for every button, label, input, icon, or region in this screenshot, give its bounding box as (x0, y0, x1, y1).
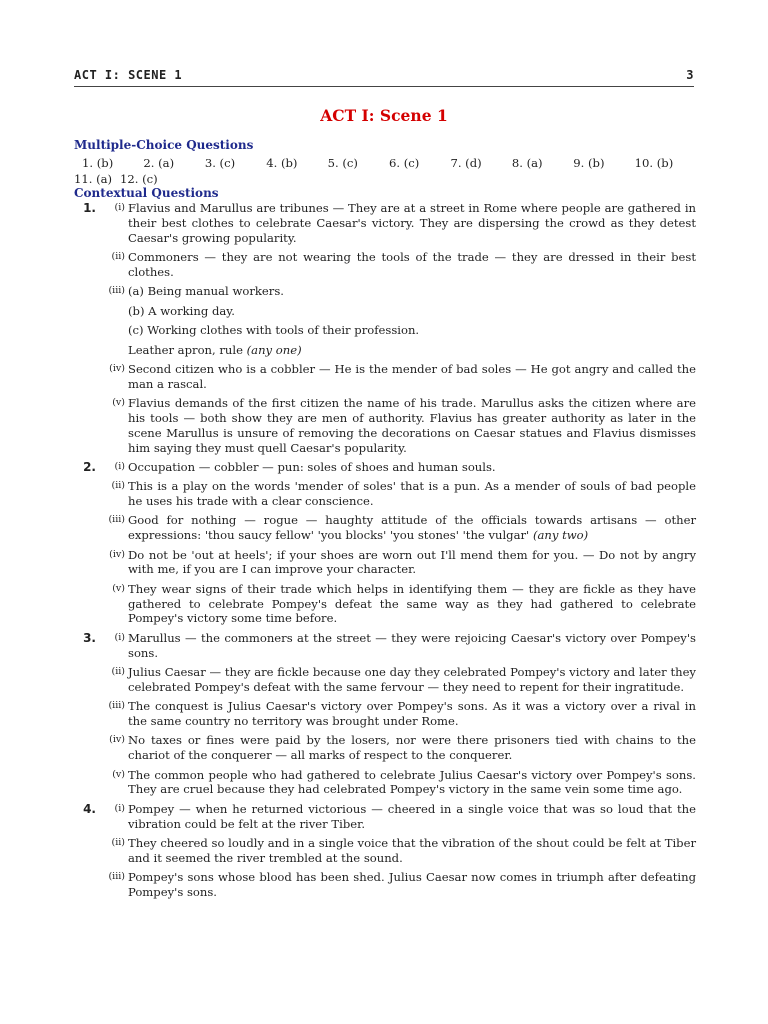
running-header (74, 68, 694, 87)
answer-part (99, 802, 696, 832)
mcq-answer: 10. (b) (634, 155, 674, 170)
page-title: ACT I: Scene 1 (320, 106, 448, 125)
mcq-answer: 1. (b) (82, 155, 114, 170)
mcq-answer: 4. (b) (266, 155, 298, 170)
part-label: (iii) (108, 285, 125, 297)
mcq-answer: 5. (c) (327, 155, 358, 170)
answer-text: No taxes or fines were paid by the losers, nor were there prisoners tied with chains to the chariot of the conquerer — all marks of respect to the conquerer. (128, 733, 696, 763)
page-number: 3 (686, 68, 694, 82)
part-label: (iv) (109, 734, 125, 746)
mcq-answer: 9. (b) (573, 155, 605, 170)
answer-emphasis: (any one) (246, 342, 302, 357)
part-label: (iv) (109, 548, 125, 560)
part-label: (v) (112, 768, 125, 780)
answer-part (99, 201, 696, 245)
mcq-answers-row-2 (74, 172, 696, 187)
content (74, 138, 696, 904)
header-act-scene: ACT I: SCENE 1 (74, 68, 183, 82)
question-number: 3. (83, 630, 96, 645)
answer-part (99, 768, 696, 798)
answer-emphasis: (any two) (532, 528, 589, 543)
part-label: (iv) (109, 362, 125, 374)
mcq-answer: 7. (d) (450, 155, 482, 170)
answer-text: Flavius and Marullus are tribunes — They are at a street in Rome where people are gathered in their best clothes to celebrate Caesar's victory. They are dispersing the crowd as they detest Caesar's growing popularity. (128, 201, 696, 245)
answer-part (99, 665, 696, 695)
answer-part (99, 699, 696, 729)
answer-text: Occupation — cobbler — pun: soles of shoes and human souls. (128, 459, 496, 474)
part-label: (i) (114, 802, 125, 814)
mcq-answer: 2. (a) (143, 155, 175, 170)
answer-text: They wear signs of their trade which helps in identifying them — they are fickle as they have gathered to celebrate Pompey's defeat the same way as they had gathered to celebrate Pompey's victory some time before. (128, 581, 696, 626)
part-label: (i) (114, 631, 125, 643)
answer-part (99, 460, 696, 475)
answer-part (99, 582, 696, 626)
answer-part (99, 548, 696, 578)
answer-subpart: (c) Working clothes with tools of their profession. (128, 323, 420, 338)
question-1 (74, 201, 696, 460)
mcq-answer: 3. (c) (204, 155, 236, 170)
part-label: (v) (112, 582, 125, 594)
question-4 (74, 802, 696, 905)
mcq-answer: 6. (c) (389, 155, 420, 170)
answer-text: Marullus — the commoners at the street — they were rejoicing Caesar's victory over Pompey's sons. (128, 630, 696, 660)
part-label: (ii) (111, 666, 125, 678)
answer-text: Pompey's sons whose blood has been shed. Julius Caesar now comes in triumph after defeating Pompey's sons. (128, 870, 696, 899)
part-label: (iii) (108, 871, 125, 883)
answer-text: They cheered so loudly and in a single voice that the vibration of the shout could be felt at Tiber and it seemed the river trembled at the sound. (128, 835, 696, 865)
answer-part (99, 362, 696, 392)
answer-text: The common people who had gathered to celebrate Julius Caesar's victory over Pompey's sons. They are cruel because they had celebrated Pompey's victory in the same vein some time ago. (128, 767, 696, 797)
answer-text: This is a play on the words 'mender of soles' that is a pun. As a mender of souls of bad people he uses his trade with a clear conscience. (128, 479, 696, 509)
question-2 (74, 460, 696, 631)
mcq-answer: 12. (c) (120, 171, 158, 186)
answer-text: Pompey — when he returned victorious — cheered in a single voice that was so loud that the vibration could be felt at the river Tiber. (128, 801, 696, 831)
part-label: (ii) (111, 836, 125, 848)
question-3 (74, 631, 696, 802)
answer-part (99, 396, 696, 455)
answer-text: Second citizen who is a cobbler — He is the mender of bad soles — He got angry and called the man a rascal. (128, 361, 696, 391)
answer-text: Good for nothing — rogue — haughty attitude of the officials towards artisans — other expressions: 'thou saucy fellow' 'you blocks' 'you stones' 'the vulgar' (128, 513, 696, 543)
mcq-answer: 8. (a) (511, 155, 543, 170)
answer-part (99, 870, 696, 900)
part-label: (i) (114, 460, 125, 472)
answer-part (99, 513, 696, 543)
contextual-heading: Contextual Questions (74, 186, 219, 201)
question-number: 2. (83, 459, 96, 474)
answer-text: The conquest is Julius Caesar's victory over Pompey's sons. As it was a victory over a rival in the same country no territory was brought under Rome. (128, 699, 696, 728)
part-label: (iii) (108, 514, 125, 526)
answer-text: Commoners — they are not wearing the tools of the trade — they are dressed in their best clothes. (128, 250, 696, 279)
part-label: (i) (114, 202, 125, 214)
answer-text: Flavius demands of the first citizen the name of his trade. Marullus asks the citizen where are his tools — both show they are men of authority. Flavius has greater authority as later in the scene Marullus is unsure of removing the decorations on Caesar statues and Flavius dismisses him saying they must quell Caesar's popularity. (128, 396, 696, 455)
answer-text: Leather apron, rule (128, 342, 243, 357)
answer-subpart (128, 343, 696, 358)
mcq-answers-row-1 (74, 156, 696, 171)
answer-subpart: (a) Being manual workers. (128, 284, 284, 299)
part-label: (iii) (108, 700, 125, 712)
mcq-answer: 11. (a) (74, 171, 113, 186)
answer-subpart: (b) A working day. (128, 303, 235, 318)
mcq-heading: Multiple-Choice Questions (74, 138, 254, 152)
question-number: 4. (83, 801, 96, 816)
answer-text: Julius Caesar — they are fickle because one day they celebrated Pompey's victory and later they celebrated Pompey's defeat with the same fervour — they need to repent for their ingratitude. (128, 665, 696, 694)
question-number: 1. (83, 201, 96, 216)
answer-text: Do not be 'out at heels'; if your shoes are worn out I'll mend them for you. — Do not by angry with me, if you are I can improve your character. (128, 547, 696, 577)
part-label: (ii) (111, 251, 125, 263)
answer-part (99, 836, 696, 866)
answer-part (99, 250, 696, 280)
part-label: (ii) (111, 480, 125, 492)
answer-part (99, 631, 696, 661)
answer-part (99, 733, 696, 763)
part-label: (v) (112, 397, 125, 409)
answer-part (99, 479, 696, 509)
answer-part (99, 284, 696, 357)
